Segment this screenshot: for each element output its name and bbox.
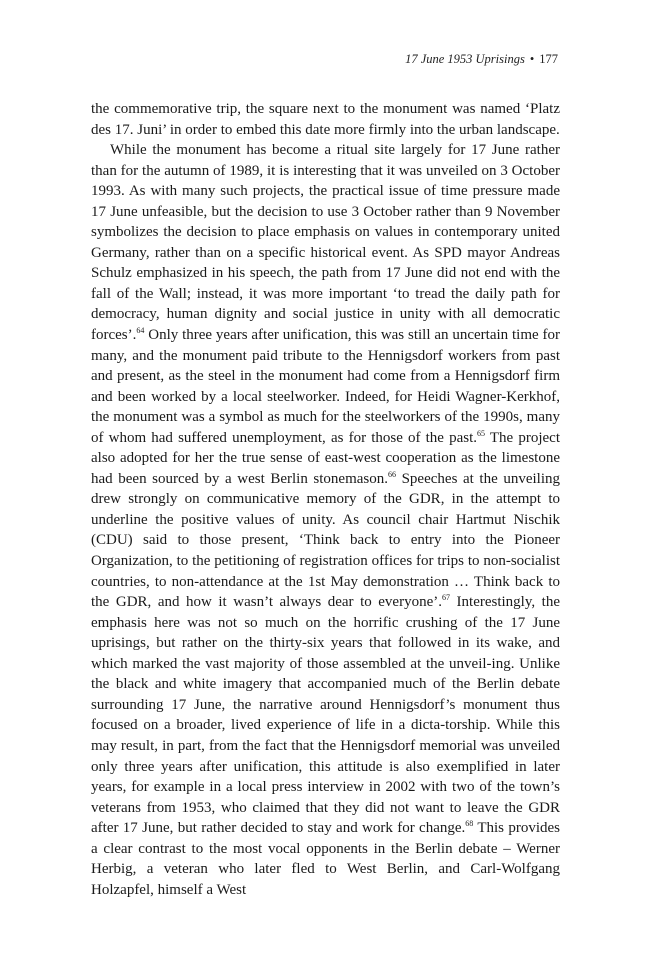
page-number: 177 (539, 52, 558, 66)
body-text (91, 99, 560, 900)
text-span: Speeches at the unveiling drew strongly on communicative memory of the GDR, in the attempt to underline the positive values of unity. As council chair Hartmut Nischik (CDU) said to those present, ‘Think back to entry into the Pioneer Organization, to the petitioning of registration offices for trips to non-socialist countries, to non-attendance at the 1st May demonstration … Think back to the GDR, and how it wasn’t always dear to everyone’. (91, 470, 560, 611)
text-span: Only three years after unification, this was still an uncertain time for many, and the monument paid tribute to the Hennigsdorf workers from past and present, as the steel in the monument had come from a Hennigsdorf firm and been worked by a local steelworker. Indeed, for Heidi Wagner-Kerkhof, the monument was a symbol as much for the steelworkers of the 1990s, many of whom had suffered unemployment, as for those of the past. (91, 327, 560, 446)
footnote-ref-68: 68 (465, 819, 474, 829)
footnote-ref-67: 67 (442, 593, 450, 603)
footnote-ref-66: 66 (388, 469, 396, 479)
running-head-separator: • (529, 52, 535, 66)
footnote-ref-65: 65 (477, 428, 486, 438)
text-span: This provides a clear contrast to the most vocal opponents in the Berlin debate – Werner Herbig, a veteran who later fled to West Berlin, and Carl-Wolfgang Holzapfel, himself a West (91, 820, 560, 898)
paragraph-2 (91, 140, 560, 900)
running-head (405, 52, 558, 67)
text-span: Interestingly, the emphasis here was not so much on the horrific crushing of the 17 June uprisings, but rather on the thirty-six years that followed in its wake, and which marked the vast majority of those assembled at the unveil-ing. Unlike the black and white imagery that accompanied much of the Berlin debate surrounding 17 June, the narrative around Hennigsdorf’s monument thus focused on a broader, lived experience of life in a dicta-torship. While this may result, in part, from the fact that the Hennigsdorf memorial was unveiled only three years after unification, this attitude is also exemplified in later years, for example in a local press interview in 2002 with two of the town’s veterans from 1953, who claimed that they did not want to leave the GDR after 17 June, but rather decided to stay and work for change. (91, 594, 560, 837)
paragraph-1: the commemorative trip, the square next to the monument was named ‘Platz des 17. Juni’ in order to embed this date more firmly into the urban landscape. (91, 101, 560, 138)
footnote-ref-64: 64 (136, 326, 145, 336)
text-span: The project also adopted for her the true sense of east-west cooperation as the limestone had been sourced by a west Berlin stonemason. (91, 429, 561, 487)
running-head-title: 17 June 1953 Uprisings (405, 52, 525, 66)
text-span: While the monument has become a ritual site largely for 17 June rather than for the autumn of 1989, it is interesting that it was unveiled on 3 October 1993. As with many such projects, the practical issue of time pressure made 17 June unfeasible, but the decision to use 3 October rather than 9 November symbolizes the decision to place emphasis on values in contemporary united Germany, rather than on a specific historical event. As SPD mayor Andreas Schulz emphasized in his speech, the path from 17 June did not end with the fall of the Wall; instead, it was more important ‘to tread the daily path for democracy, human dignity and social justice in unity with all democratic forces’. (91, 142, 560, 344)
